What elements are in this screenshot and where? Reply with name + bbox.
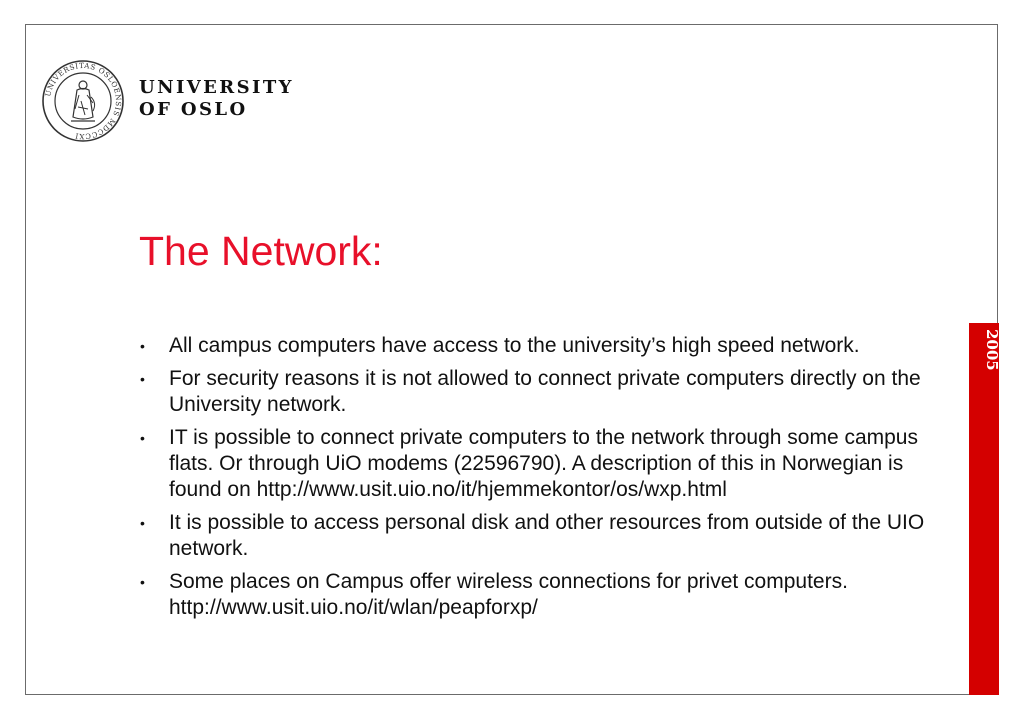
bullet-item: [139, 569, 929, 621]
year-sidebar: [969, 323, 999, 695]
bullet-text: All campus computers have access to the university’s high speed network.: [169, 334, 860, 357]
university-name-line1: UNIVERSITY: [139, 77, 294, 98]
bullet-item: [139, 366, 929, 418]
bullet-item: [139, 333, 929, 359]
bullet-text: Some places on Campus offer wireless connections for privet computers. http://www.usit.uio.no/it/wlan/peapforxp/: [169, 570, 848, 619]
bullet-text: It is possible to access personal disk and other resources from outside of the UIO network.: [169, 511, 925, 560]
university-name-line2: OF OSLO: [139, 99, 248, 120]
bullet-dot-icon: •: [140, 338, 145, 354]
bullet-dot-icon: •: [140, 574, 145, 590]
year-label: 2005: [983, 329, 1001, 371]
university-seal-icon: [41, 59, 125, 143]
slide-title: The Network:: [139, 228, 383, 274]
slide: [25, 24, 1001, 695]
university-name: [139, 77, 294, 121]
bullet-text: IT is possible to connect private computers to the network through some campus flats. Or through UiO modems (22596790). A description of this in Norwegian is found on http://www.usit.uio.no/it/hjemmekontor/os/wxp.html: [169, 426, 918, 501]
bullet-item: [139, 510, 929, 562]
bullet-text: For security reasons it is not allowed to connect private computers directly on the University network.: [169, 367, 921, 416]
bullet-dot-icon: •: [140, 430, 145, 446]
bullet-list: [139, 333, 929, 628]
bullet-dot-icon: •: [140, 515, 145, 531]
seal-text: UNIVERSITAS OSLOENSIS MDCCCXI: [43, 60, 124, 142]
bullet-dot-icon: •: [140, 371, 145, 387]
bullet-item: [139, 425, 929, 503]
